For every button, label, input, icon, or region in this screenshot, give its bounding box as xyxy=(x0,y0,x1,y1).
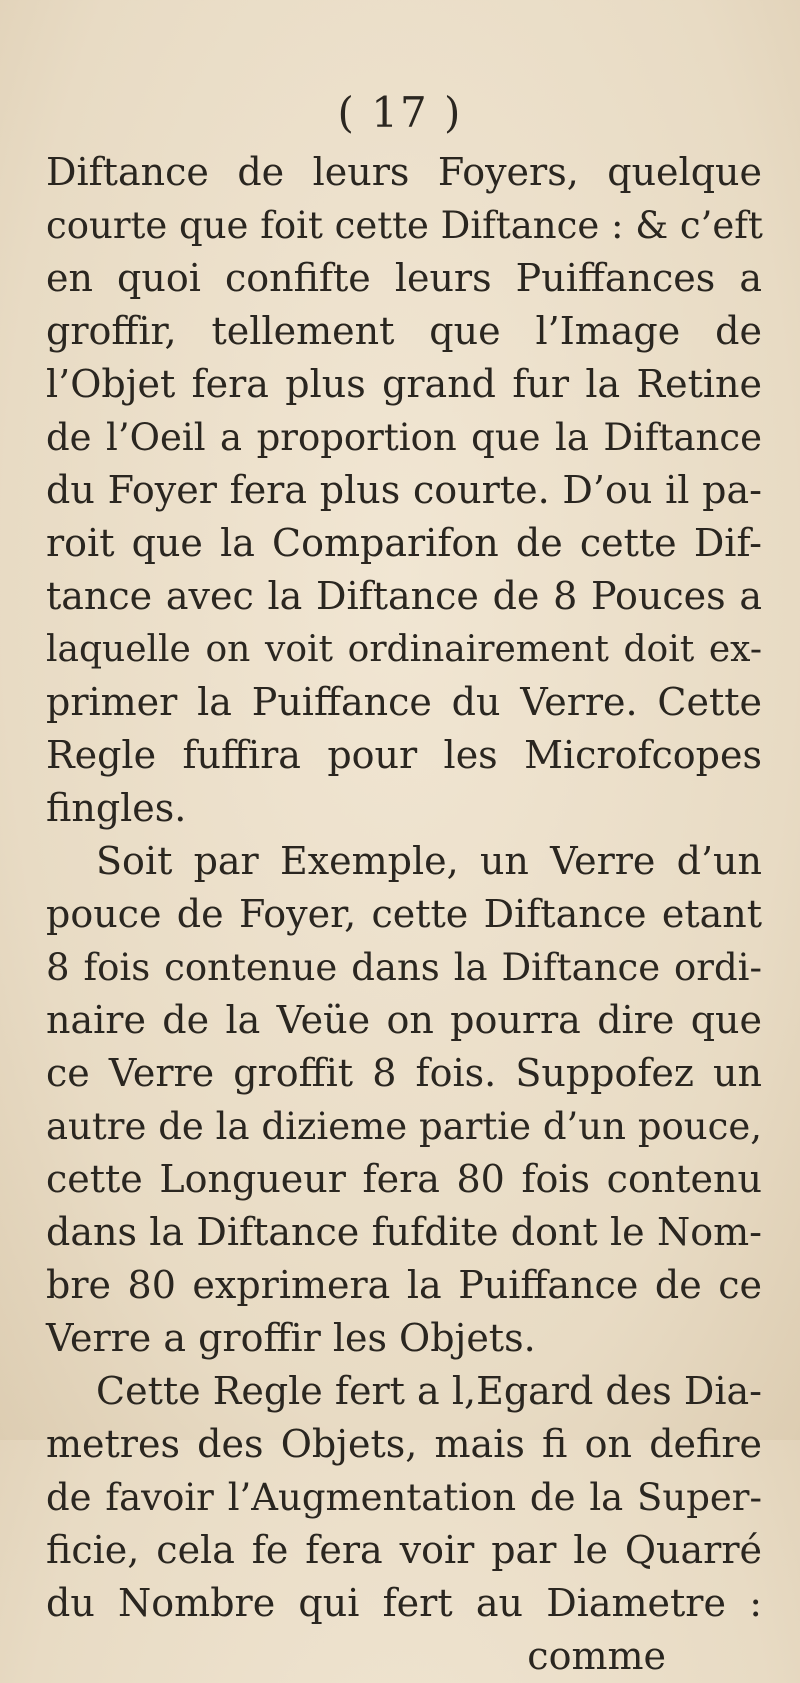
text-line: l’Objet fera plus grand fur la Retine xyxy=(46,362,762,406)
text-line: du Foyer fera plus courte. D’ou il pa- xyxy=(46,468,762,512)
text-line: de favoir l’Augmentation de la Super- xyxy=(46,1476,762,1519)
text-line: autre de la dizieme partie d’un pouce, xyxy=(46,1105,762,1148)
text-line: Cette Regle fert a l,Egard des Dia- xyxy=(96,1369,762,1413)
text-line: 8 fois contenue dans la Diftance ordi- xyxy=(46,946,762,989)
text-line: primer la Puiffance du Verre. Cette xyxy=(46,680,762,724)
text-line: bre 80 exprimera la Puiffance de ce xyxy=(46,1263,762,1307)
page-number: ( 17 ) xyxy=(337,88,463,137)
text-line: laquelle on voit ordinairement doit ex- xyxy=(46,629,762,670)
catchword: comme xyxy=(527,1634,666,1678)
text-line: de l’Oeil a proportion que la Diftance xyxy=(46,416,762,459)
text-line: naire de la Veüe on pourra dire que xyxy=(46,998,762,1042)
text-line: groffir, tellement que l’Image de xyxy=(46,309,762,353)
text-line: Diftance de leurs Foyers, quelque xyxy=(46,150,762,194)
text-line: fingles. xyxy=(46,786,187,830)
text-line: Regle fuffira pour les Microfcopes xyxy=(46,733,762,777)
text-line: ce Verre groffit 8 fois. Suppofez un xyxy=(46,1051,762,1095)
text-line: roit que la Comparifon de cette Dif- xyxy=(46,521,762,565)
text-line: tance avec la Diftance de 8 Pouces a xyxy=(46,574,762,618)
text-line: pouce de Foyer, cette Diftance etant xyxy=(46,892,762,936)
text-line: en quoi confifte leurs Puiffances a xyxy=(46,256,762,300)
text-line: cette Longueur fera 80 fois contenu xyxy=(46,1157,762,1201)
text-line: courte que foit cette Diftance : & c’eft xyxy=(46,204,763,247)
text-line: Verre a groffir les Objets. xyxy=(46,1316,536,1360)
text-line: ficie, cela fe fera voir par le Quarré xyxy=(46,1528,762,1572)
body-text xyxy=(46,146,762,1683)
text-line: du Nombre qui fert au Diametre : xyxy=(46,1581,762,1625)
text-line: dans la Diftance fufdite dont le Nom- xyxy=(46,1210,762,1254)
text-line: metres des Objets, mais fi on defire xyxy=(46,1422,762,1466)
text-line: Soit par Exemple, un Verre d’un xyxy=(96,839,762,883)
